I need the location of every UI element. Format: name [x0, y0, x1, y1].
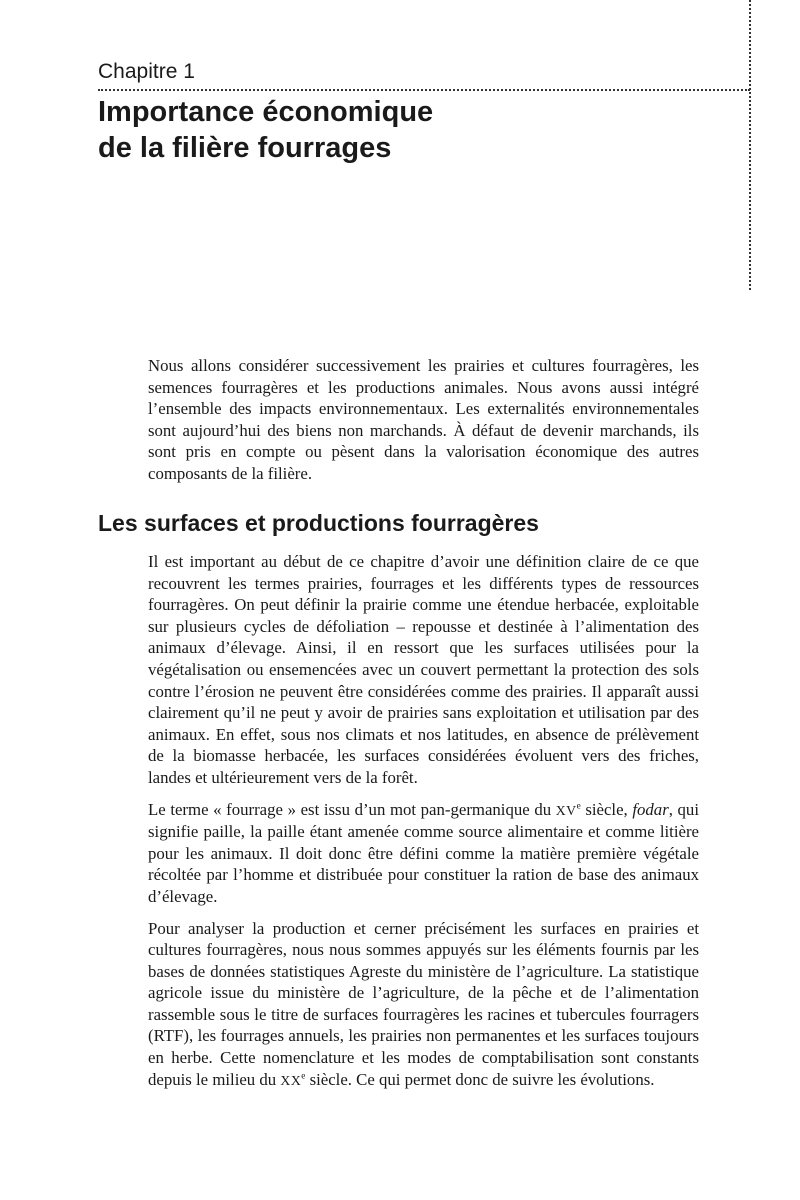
paragraph-2-text-1: Le terme « fourrage » est issu d’un mot pan-germanique du: [148, 799, 556, 819]
intro-paragraph: Nous allons considérer successivement les prairies et cultures fourragères, les semences fourragères et les productions animales. Nous avons aussi intégré l’ensemble des impacts environnementaux. Les externalités environnementales sont aujourd’hui des biens non marchands. À défaut de devenir marchands, ils sont pris en compte ou pèsent dans la valorisation économique des autres composants de la filière.: [148, 356, 699, 483]
paragraph-3-text-2: siècle. Ce qui permet donc de suivre les évolutions.: [305, 1069, 655, 1089]
section-heading: Les surfaces et productions fourragères: [98, 510, 539, 536]
century-suffix: e: [576, 799, 581, 810]
chapter-title-line-1: Importance économique: [98, 96, 434, 128]
paragraph-2-text-2: siècle,: [580, 799, 633, 819]
century-suffix: e: [301, 1070, 306, 1081]
century-numeral-20: XX: [280, 1072, 302, 1088]
margin-dotted-rule-vertical: [749, 0, 751, 290]
chapter-title-line-2: de la filière fourrages: [98, 132, 392, 164]
section-paragraph-1: Il est important au début de ce chapitre d’avoir une définition claire de ce que recouvrent les termes prairies, fourrages et les différents types de ressources fourragères. On peut définir la prairie comme une étendue herbacée, exploitable sur plusieurs cycles de défoliation – repousse et destinée à l’alimentation des animaux d’élevage. Ainsi, il en ressort que les surfaces utilisées pour la végétalisation ou ensemencées avec un couvert permettant la protection des sols contre l’érosion ne peuvent être considérées comme des prairies. Il apparaît aussi clairement qu’il ne peut y avoir de prairies sans exploitation et utilisation par des animaux. En effet, sous nos climats et nos latitudes, en absence de prélèvement de la biomasse herbacée, les surfaces considérées évoluent vers des friches, landes et ultérieurement vers de la forêt.: [148, 552, 699, 787]
paragraph-3-text-1: Pour analyser la production et cerner précisément les surfaces en prairies et cultures fourragères, nous nous sommes appuyés sur les éléments fournis par les bases de données statistiques Agreste du ministère de l’agriculture. La statistique agricole issue du ministère de l’agriculture, de la pêche et de l’alimentation rassemble sous le titre de surfaces fourragères les racines et tubercules fourragers (RTF), les fourrages annuels, les prairies non permanentes et les surfaces toujours en herbe. Cette nomenclature et les modes de comptabilisation sont constants depuis le milieu du: [148, 918, 699, 1089]
section-body: [148, 551, 699, 1091]
century-numeral-15: XV: [555, 802, 577, 818]
paragraph-2-text-3: , qui signifie paille, la paille étant amenée comme source alimentaire et comme litière pour les animaux. Il doit donc être défini comme la matière première végétale récoltée par l’homme et distribuée pour constituer la ration de base des animaux d’élevage.: [148, 799, 699, 906]
chapter-title: [98, 94, 658, 166]
chapter-label: Chapitre 1: [98, 60, 195, 83]
chapter-dotted-rule: [98, 89, 750, 91]
fodar-term: fodar: [632, 799, 669, 819]
section-paragraph-2: [148, 799, 699, 908]
section-paragraph-3: [148, 918, 699, 1092]
